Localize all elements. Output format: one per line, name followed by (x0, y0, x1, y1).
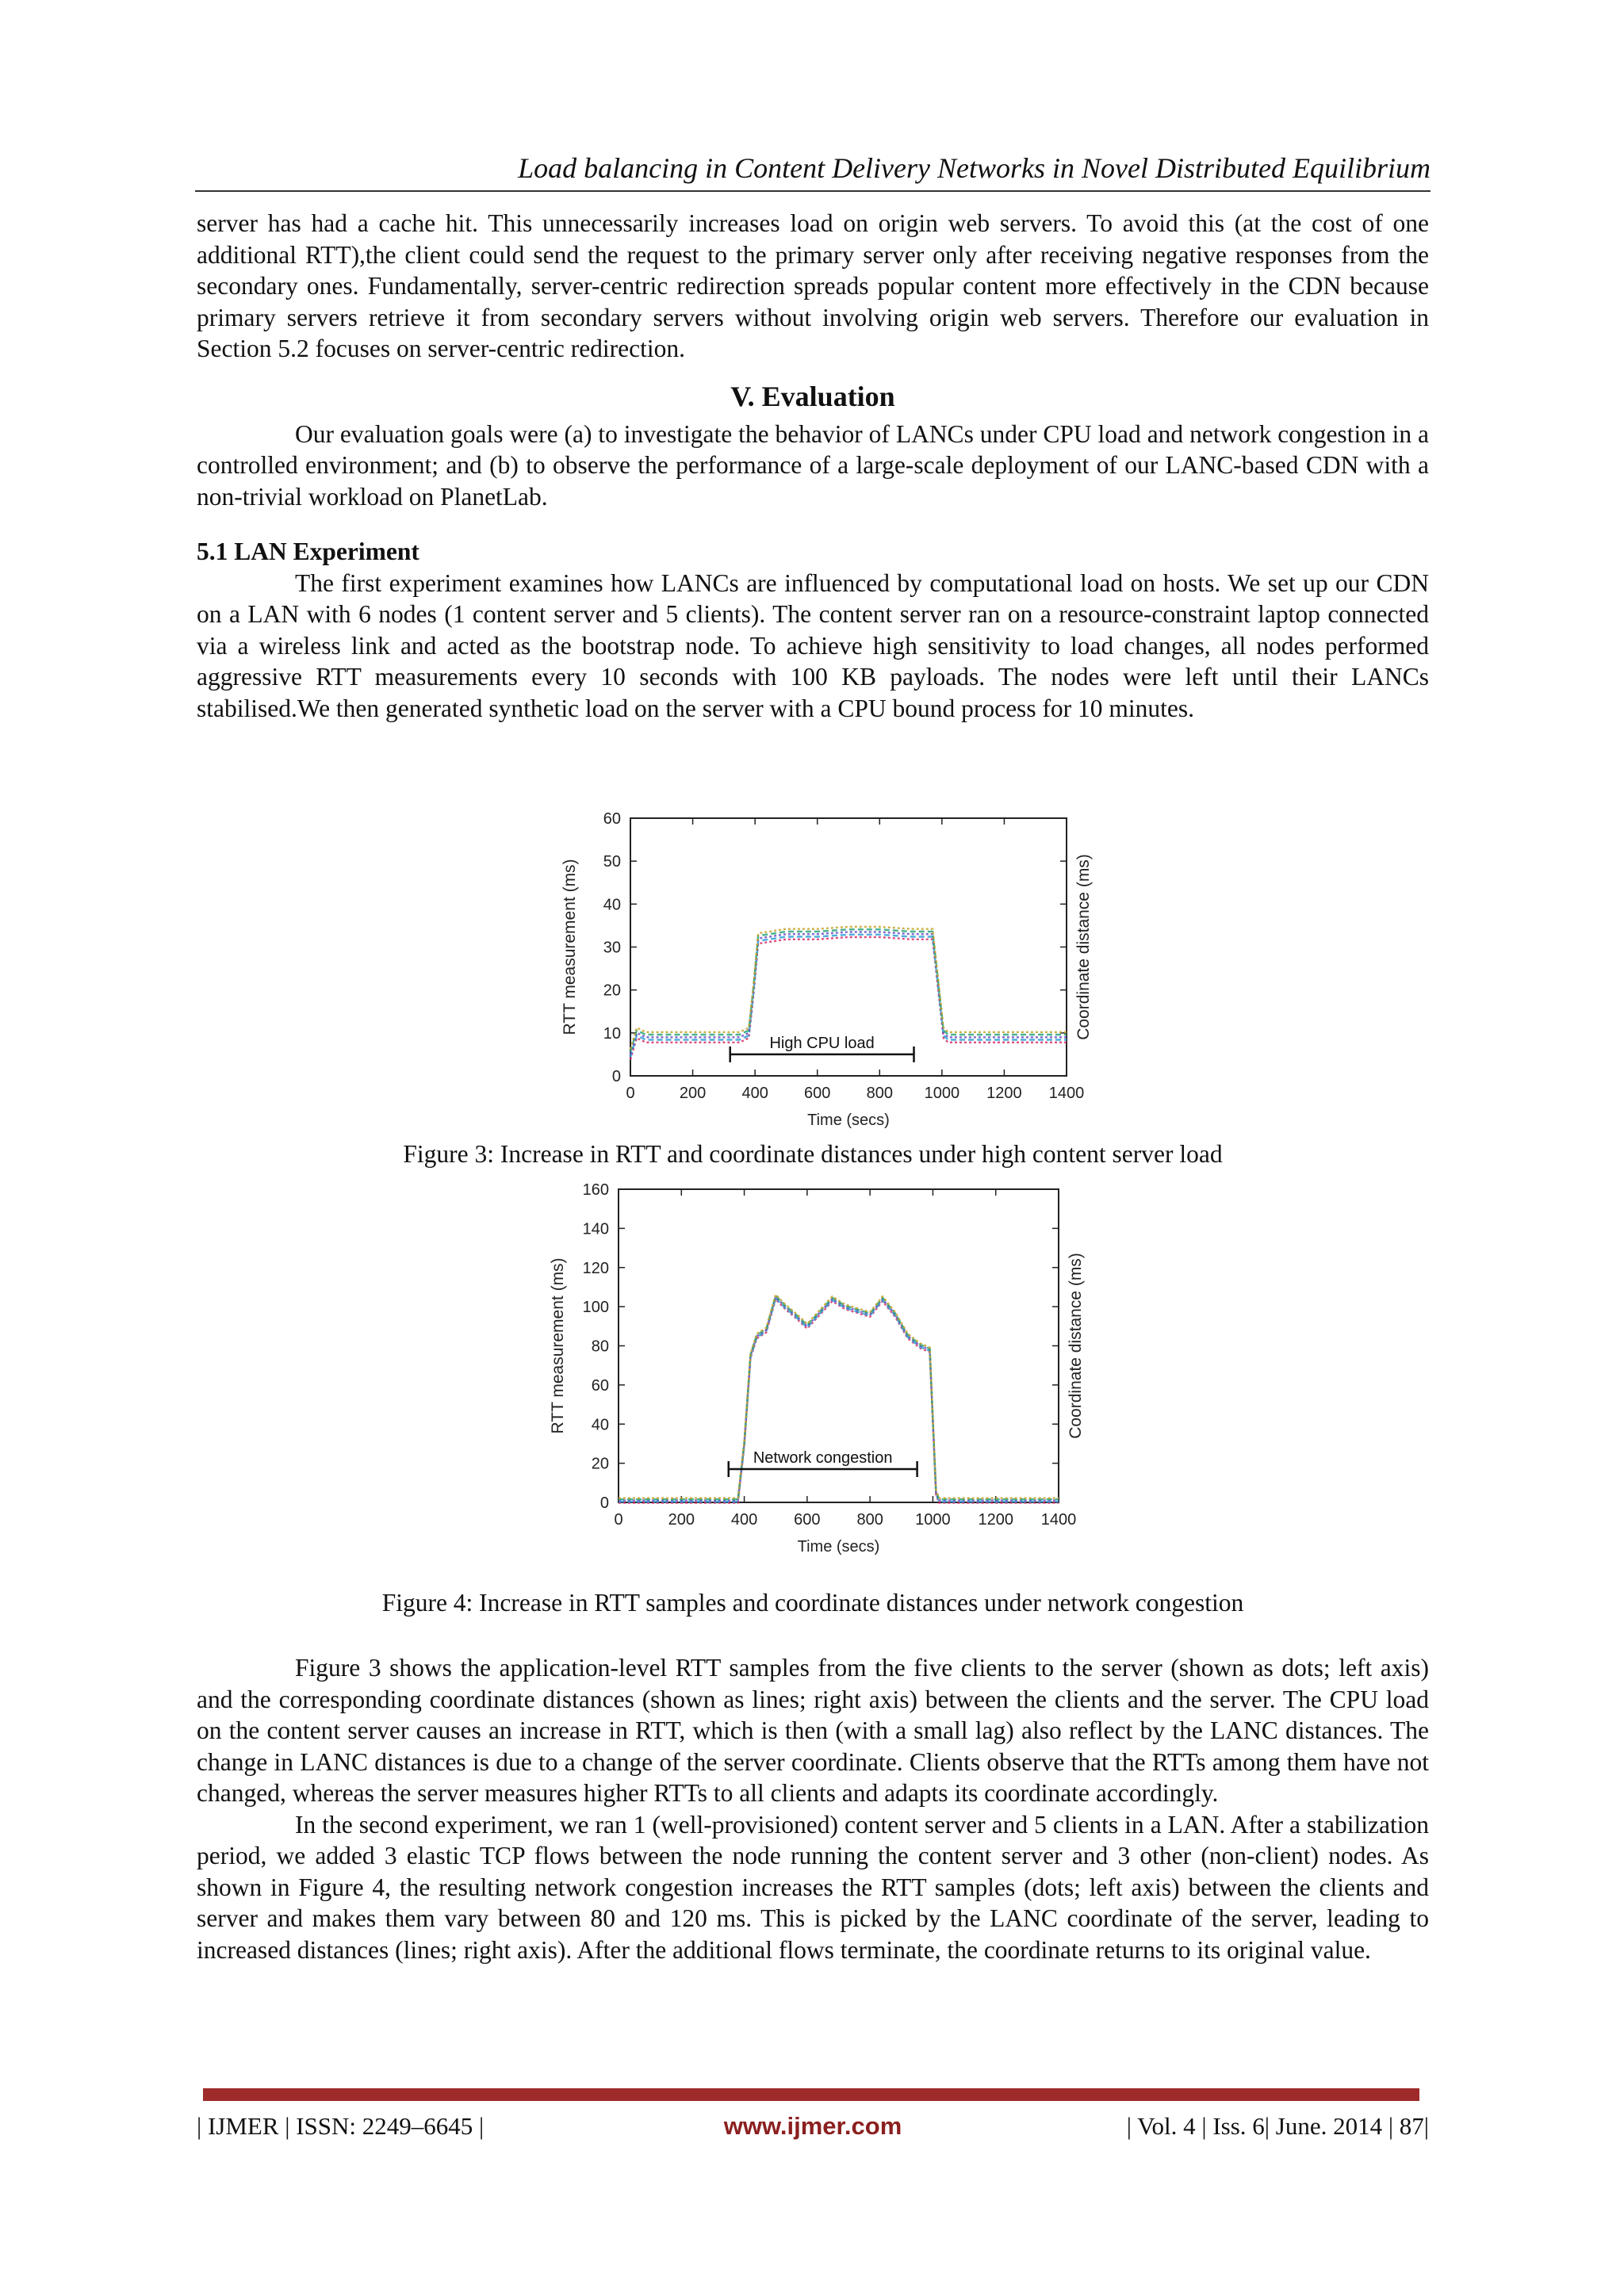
y-tick-label: 40 (591, 1416, 609, 1434)
footer-issue-info: | Vol. 4 | Iss. 6| June. 2014 | 87| (1126, 2112, 1429, 2140)
x-tick-label: 1400 (1040, 1511, 1077, 1529)
y-tick-label: 120 (582, 1259, 609, 1277)
y-tick-label: 40 (603, 896, 621, 914)
x-tick-label: 1200 (986, 1085, 1022, 1102)
y-tick-label: 60 (591, 1376, 609, 1395)
figure-4 (523, 1172, 1110, 1588)
discussion-paragraph-2: In the second experiment, we ran 1 (well-provisioned) content server and 5 clients in a LAN. After a stabilization period, we added 3 elastic TCP flows between the node running the content server and 3 other (non-client) nodes. As shown in Figure 4, the resulting network congestion increases the RTT samples (dots; left axis) between the clients and server and makes them vary between 80 and 120 ms. This is picked by the LANC coordinate of the server, leading to increased distances (lines; right axis). After the additional flows terminate, the coordinate returns to its original value. (197, 1810, 1429, 1964)
y-axis-label: RTT measurement (ms) (549, 1257, 567, 1434)
figure-3-caption: Figure 3: Increase in RTT and coordinate distances under high content server load (403, 1140, 1223, 1168)
series-line (630, 927, 1067, 1049)
intro-paragraph: server has had a cache hit. This unnecessarily increases load on origin web servers. To avoid this (at the cost of one additional RTT),the client could send the request to the primary server only after receiving negative responses from the secondary ones. Fundamentally, server-centric redirection spreads popular content more effectively in the CDN because primary servers retrieve it from secondary servers without involving origin web servers. Therefore our evaluation in Section 5.2 focuses on server-centric redirection. (197, 209, 1429, 362)
y-tick-label: 60 (603, 810, 621, 828)
y-tick-label: 0 (599, 1494, 609, 1512)
y2-axis-label: Coordinate distance (ms) (1067, 1253, 1085, 1439)
annotation-label: High CPU load (769, 1034, 875, 1052)
series-line (619, 1298, 1059, 1502)
y-tick-label: 20 (591, 1455, 609, 1473)
x-tick-label: 400 (741, 1085, 768, 1102)
x-tick-label: 200 (668, 1511, 695, 1529)
x-tick-label: 600 (794, 1511, 821, 1529)
header-rule (195, 190, 1431, 192)
series-line (619, 1299, 1059, 1503)
y-tick-label: 20 (603, 982, 621, 1000)
figure-4-chart (523, 1172, 1110, 1584)
y-tick-label: 50 (603, 853, 621, 871)
section-title: V. Evaluation (730, 380, 895, 412)
y-tick-label: 140 (582, 1220, 609, 1238)
x-axis-label: Time (secs) (807, 1112, 890, 1129)
x-tick-label: 1400 (1048, 1085, 1085, 1102)
subsection-title: 5.1 LAN Experiment (197, 538, 419, 565)
x-tick-label: 0 (614, 1511, 623, 1529)
x-tick-label: 800 (866, 1085, 893, 1102)
body-top (197, 208, 1429, 724)
footer-website-link[interactable]: www.ijmer.com (723, 2112, 902, 2140)
evaluation-paragraph: Our evaluation goals were (a) to investigate the behavior of LANCs under CPU load and network congestion in a controlled environment; and (b) to observe the performance of a large-scale deployment of our LANC-based CDN with a non-trivial workload on PlanetLab. (197, 419, 1429, 511)
x-tick-label: 800 (856, 1511, 883, 1529)
x-tick-label: 200 (679, 1085, 707, 1102)
y-tick-label: 0 (611, 1068, 621, 1085)
series-line (619, 1295, 1059, 1498)
lan-paragraph: The first experiment examines how LANCs are influenced by computational load on hosts. We set up our CDN on a LAN with 6 nodes (1 content server and 5 clients). The content server ran on a resource-constraint laptop connected via a wireless link and acted as the bootstrap node. To achieve high sensitivity to load changes, all nodes performed aggressive RTT measurements every 10 seconds with 100 KB payloads. The nodes were left until their LANCs stabilised.We then generated synthetic load on the server with a CPU bound process for 10 minutes. (197, 568, 1429, 722)
figure-3 (539, 802, 1110, 1147)
x-axis-label: Time (secs) (797, 1538, 880, 1556)
y-tick-label: 160 (582, 1181, 609, 1199)
discussion-paragraph-1: Figure 3 shows the application-level RTT samples from the five clients to the server (shown as dots; left axis) and the corresponding coordinate distances (shown as lines; right axis) between the clients and the server. The CPU load on the content server causes an increase in RTT, which is then (with a small lag) also reflect by the LANC distances. The change in LANC distances is due to a change of the server coordinate. Clients observe that the RTTs among them have not changed, whereas the server measures higher RTTs to all clients and adapts its coordinate accordingly. (197, 1654, 1429, 1807)
figure-4-caption: Figure 4: Increase in RTT samples and coordinate distances under network congestion (381, 1589, 1244, 1617)
footer-bar (203, 2088, 1419, 2101)
y-tick-label: 30 (603, 939, 621, 957)
running-header: Load balancing in Content Delivery Networks in Novel Distributed Equilibrium (518, 152, 1431, 184)
x-tick-label: 1000 (915, 1511, 951, 1529)
body-bottom (197, 1652, 1429, 1965)
figure-3-chart (539, 802, 1110, 1143)
y-axis-label: RTT measurement (ms) (561, 859, 579, 1035)
y-tick-label: 80 (591, 1337, 609, 1356)
y2-axis-label: Coordinate distance (ms) (1074, 854, 1093, 1040)
x-tick-label: 1000 (924, 1085, 960, 1102)
y-tick-label: 10 (603, 1024, 621, 1043)
x-tick-label: 0 (626, 1085, 635, 1102)
x-tick-label: 400 (730, 1511, 758, 1529)
y-tick-label: 100 (582, 1299, 609, 1317)
footer-journal-info: | IJMER | ISSN: 2249–6645 | (197, 2112, 485, 2140)
series-line (630, 929, 1067, 1051)
annotation-label: Network congestion (753, 1449, 893, 1468)
x-tick-label: 600 (804, 1085, 831, 1102)
x-tick-label: 1200 (978, 1511, 1013, 1529)
